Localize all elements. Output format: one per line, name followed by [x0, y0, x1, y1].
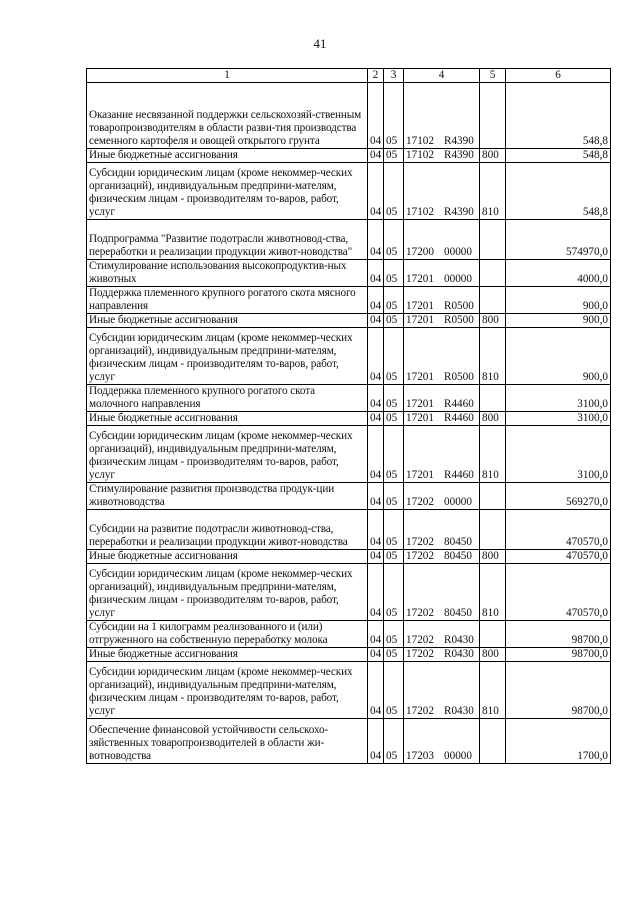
subsection-code-cell: 05 — [384, 385, 404, 412]
section-code-cell: 04 — [368, 648, 384, 662]
table-header-row — [87, 69, 611, 83]
section-code-cell: 04 — [368, 510, 384, 550]
table-row — [87, 314, 611, 328]
section-code-cell: 04 — [368, 149, 384, 163]
target-article-direction: 00000 — [444, 246, 472, 258]
target-article-cell — [404, 426, 480, 483]
subsection-code-cell: 05 — [384, 621, 404, 648]
section-code-cell: 04 — [368, 550, 384, 564]
target-article-direction: R0430 — [444, 705, 474, 717]
target-article-cell — [404, 412, 480, 426]
expense-type-cell: 810 — [480, 163, 506, 220]
amount-cell: 3100,0 — [506, 426, 611, 483]
subsection-code-cell: 05 — [384, 220, 404, 260]
target-article-cell — [404, 483, 480, 510]
column-header: 5 — [480, 69, 506, 83]
section-code-cell: 04 — [368, 412, 384, 426]
expense-type-cell: 800 — [480, 648, 506, 662]
target-article-program: 17201 — [406, 371, 434, 383]
amount-cell: 548,8 — [506, 163, 611, 220]
expense-type-cell: 800 — [480, 550, 506, 564]
subsection-code-cell: 05 — [384, 719, 404, 764]
target-article-direction: 00000 — [444, 750, 472, 762]
target-article-program: 17202 — [406, 705, 434, 717]
target-article-program: 17201 — [406, 412, 434, 424]
subsection-code-cell: 05 — [384, 412, 404, 426]
amount-cell: 569270,0 — [506, 483, 611, 510]
table-row — [87, 550, 611, 564]
amount-cell: 98700,0 — [506, 621, 611, 648]
target-article-cell — [404, 621, 480, 648]
amount-cell: 98700,0 — [506, 662, 611, 719]
table-row — [87, 220, 611, 260]
target-article-cell — [404, 550, 480, 564]
table-row — [87, 260, 611, 287]
table-row — [87, 662, 611, 719]
target-article-program: 17201 — [406, 398, 434, 410]
target-article-program: 17102 — [406, 149, 434, 161]
subsection-code-cell: 05 — [384, 314, 404, 328]
section-code-cell: 04 — [368, 621, 384, 648]
expense-type-cell: 810 — [480, 328, 506, 385]
subsection-code-cell: 05 — [384, 149, 404, 163]
item-name-cell: Субсидии на развитие подотрасли животновод-ства, переработки и реализации продукции живот-новодства — [87, 510, 368, 550]
target-article-direction: R4390 — [444, 206, 474, 218]
expense-type-cell: 800 — [480, 412, 506, 426]
page-number: 41 — [313, 36, 327, 51]
section-code-cell: 04 — [368, 163, 384, 220]
target-article-cell — [404, 385, 480, 412]
amount-cell: 98700,0 — [506, 648, 611, 662]
target-article-program: 17202 — [406, 634, 434, 646]
target-article-direction: R4460 — [444, 398, 474, 410]
target-article-program: 17202 — [406, 550, 434, 562]
amount-cell: 470570,0 — [506, 550, 611, 564]
section-code-cell: 04 — [368, 385, 384, 412]
target-article-cell — [404, 564, 480, 621]
amount-cell: 900,0 — [506, 328, 611, 385]
target-article-program: 17201 — [406, 300, 434, 312]
expense-type-cell — [480, 719, 506, 764]
section-code-cell: 04 — [368, 662, 384, 719]
table-row — [87, 564, 611, 621]
target-article-direction: R4390 — [444, 135, 474, 147]
expense-type-cell — [480, 260, 506, 287]
table-row — [87, 149, 611, 163]
section-code-cell: 04 — [368, 83, 384, 149]
table-row — [87, 426, 611, 483]
amount-cell: 4000,0 — [506, 260, 611, 287]
item-name-cell: Субсидии юридическим лицам (кроме некоммер-ческих организаций), индивидуальным предприни-мателям, физическим лицам - производителям то-варов, работ, услуг — [87, 328, 368, 385]
item-name-cell: Подпрограмма "Развитие подотрасли животновод-ства, переработки и реализации продукции живот-новодства" — [87, 220, 368, 260]
target-article-direction: 80450 — [444, 536, 472, 548]
target-article-program: 17102 — [406, 135, 434, 147]
target-article-program: 17200 — [406, 246, 434, 258]
section-code-cell: 04 — [368, 220, 384, 260]
item-name-cell: Субсидии юридическим лицам (кроме некоммер-ческих организаций), индивидуальным предприни-мателям, физическим лицам - производителям то-варов, работ, услуг — [87, 564, 368, 621]
item-name-cell: Иные бюджетные ассигнования — [87, 550, 368, 564]
item-name-cell: Обеспечение финансовой устойчивости сельскохо-зяйственных товаропроизводителей в области жи-вотноводства — [87, 719, 368, 764]
subsection-code-cell: 05 — [384, 510, 404, 550]
target-article-program: 17203 — [406, 750, 434, 762]
expense-type-cell: 810 — [480, 426, 506, 483]
target-article-direction: R0430 — [444, 634, 474, 646]
target-article-direction: R0500 — [444, 314, 474, 326]
amount-cell: 548,8 — [506, 83, 611, 149]
item-name-cell: Поддержка племенного крупного рогатого скота молочного направления — [87, 385, 368, 412]
item-name-cell: Субсидии юридическим лицам (кроме некоммер-ческих организаций), индивидуальным предприни-мателям, физическим лицам - производителям то-варов, работ, услуг — [87, 163, 368, 220]
target-article-program: 17202 — [406, 536, 434, 548]
section-code-cell: 04 — [368, 426, 384, 483]
subsection-code-cell: 05 — [384, 163, 404, 220]
subsection-code-cell: 05 — [384, 260, 404, 287]
amount-cell: 900,0 — [506, 314, 611, 328]
expense-type-cell: 800 — [480, 149, 506, 163]
table-row — [87, 510, 611, 550]
target-article-direction: R4460 — [444, 469, 474, 481]
target-article-cell — [404, 260, 480, 287]
subsection-code-cell: 05 — [384, 662, 404, 719]
table-row — [87, 648, 611, 662]
expense-type-cell — [480, 621, 506, 648]
column-header: 1 — [87, 69, 368, 83]
target-article-direction: R4390 — [444, 149, 474, 161]
subsection-code-cell: 05 — [384, 564, 404, 621]
target-article-program: 17202 — [406, 648, 434, 660]
expense-type-cell: 810 — [480, 564, 506, 621]
section-code-cell: 04 — [368, 314, 384, 328]
target-article-cell — [404, 648, 480, 662]
subsection-code-cell: 05 — [384, 648, 404, 662]
target-article-cell — [404, 328, 480, 385]
subsection-code-cell: 05 — [384, 328, 404, 385]
expense-type-cell: 800 — [480, 314, 506, 328]
amount-cell: 470570,0 — [506, 564, 611, 621]
amount-cell: 1700,0 — [506, 719, 611, 764]
expense-type-cell — [480, 220, 506, 260]
amount-cell: 574970,0 — [506, 220, 611, 260]
amount-cell: 3100,0 — [506, 412, 611, 426]
subsection-code-cell: 05 — [384, 83, 404, 149]
expense-type-cell: 810 — [480, 662, 506, 719]
table-row — [87, 385, 611, 412]
amount-cell: 3100,0 — [506, 385, 611, 412]
item-name-cell: Стимулирование использования высокопродуктив-ных животных — [87, 260, 368, 287]
target-article-direction: R0500 — [444, 300, 474, 312]
subsection-code-cell: 05 — [384, 483, 404, 510]
section-code-cell: 04 — [368, 287, 384, 314]
target-article-cell — [404, 662, 480, 719]
target-article-cell — [404, 510, 480, 550]
target-article-cell — [404, 83, 480, 149]
target-article-program: 17201 — [406, 314, 434, 326]
table-row — [87, 163, 611, 220]
item-name-cell: Субсидии юридическим лицам (кроме некоммер-ческих организаций), индивидуальным предприни-мателям, физическим лицам - производителям то-варов, работ, услуг — [87, 662, 368, 719]
table-row — [87, 719, 611, 764]
column-header: 6 — [506, 69, 611, 83]
target-article-cell — [404, 220, 480, 260]
amount-cell: 900,0 — [506, 287, 611, 314]
section-code-cell: 04 — [368, 483, 384, 510]
section-code-cell: 04 — [368, 719, 384, 764]
table-row — [87, 621, 611, 648]
item-name-cell: Поддержка племенного крупного рогатого скота мясного направления — [87, 287, 368, 314]
item-name-cell: Стимулирование развития производства продук-ции животноводства — [87, 483, 368, 510]
item-name-cell: Оказание несвязанной поддержки сельскохозяй-ственным товаропроизводителям в области разви-тия производства семенного картофеля и овощей открытого грунта — [87, 83, 368, 149]
subsection-code-cell: 05 — [384, 287, 404, 314]
table-row — [87, 328, 611, 385]
item-name-cell: Иные бюджетные ассигнования — [87, 648, 368, 662]
item-name-cell: Иные бюджетные ассигнования — [87, 314, 368, 328]
amount-cell: 470570,0 — [506, 510, 611, 550]
target-article-program: 17201 — [406, 469, 434, 481]
target-article-program: 17102 — [406, 206, 434, 218]
table-row — [87, 83, 611, 149]
subsection-code-cell: 05 — [384, 550, 404, 564]
table-row — [87, 483, 611, 510]
target-article-cell — [404, 163, 480, 220]
amount-cell: 548,8 — [506, 149, 611, 163]
expense-type-cell — [480, 483, 506, 510]
expense-type-cell — [480, 287, 506, 314]
target-article-direction: 80450 — [444, 550, 472, 562]
target-article-program: 17201 — [406, 273, 434, 285]
target-article-cell — [404, 314, 480, 328]
expense-type-cell — [480, 385, 506, 412]
target-article-cell — [404, 719, 480, 764]
target-article-direction: R0430 — [444, 648, 474, 660]
item-name-cell: Иные бюджетные ассигнования — [87, 149, 368, 163]
budget-table — [86, 68, 611, 764]
expense-type-cell — [480, 510, 506, 550]
target-article-direction: 00000 — [444, 496, 472, 508]
target-article-direction: 00000 — [444, 273, 472, 285]
target-article-direction: 80450 — [444, 607, 472, 619]
column-header: 4 — [404, 69, 480, 83]
item-name-cell: Иные бюджетные ассигнования — [87, 412, 368, 426]
column-header: 2 — [368, 69, 384, 83]
item-name-cell: Субсидии на 1 килограмм реализованного и (или) отгруженного на собственную переработку молока — [87, 621, 368, 648]
table-row — [87, 287, 611, 314]
table-row — [87, 412, 611, 426]
section-code-cell: 04 — [368, 260, 384, 287]
column-header: 3 — [384, 69, 404, 83]
subsection-code-cell: 05 — [384, 426, 404, 483]
target-article-program: 17202 — [406, 607, 434, 619]
section-code-cell: 04 — [368, 564, 384, 621]
target-article-direction: R4460 — [444, 412, 474, 424]
expense-type-cell — [480, 83, 506, 149]
section-code-cell: 04 — [368, 328, 384, 385]
target-article-cell — [404, 149, 480, 163]
target-article-direction: R0500 — [444, 371, 474, 383]
target-article-program: 17202 — [406, 496, 434, 508]
target-article-cell — [404, 287, 480, 314]
item-name-cell: Субсидии юридическим лицам (кроме некоммер-ческих организаций), индивидуальным предприни-мателям, физическим лицам - производителям то-варов, работ, услуг — [87, 426, 368, 483]
